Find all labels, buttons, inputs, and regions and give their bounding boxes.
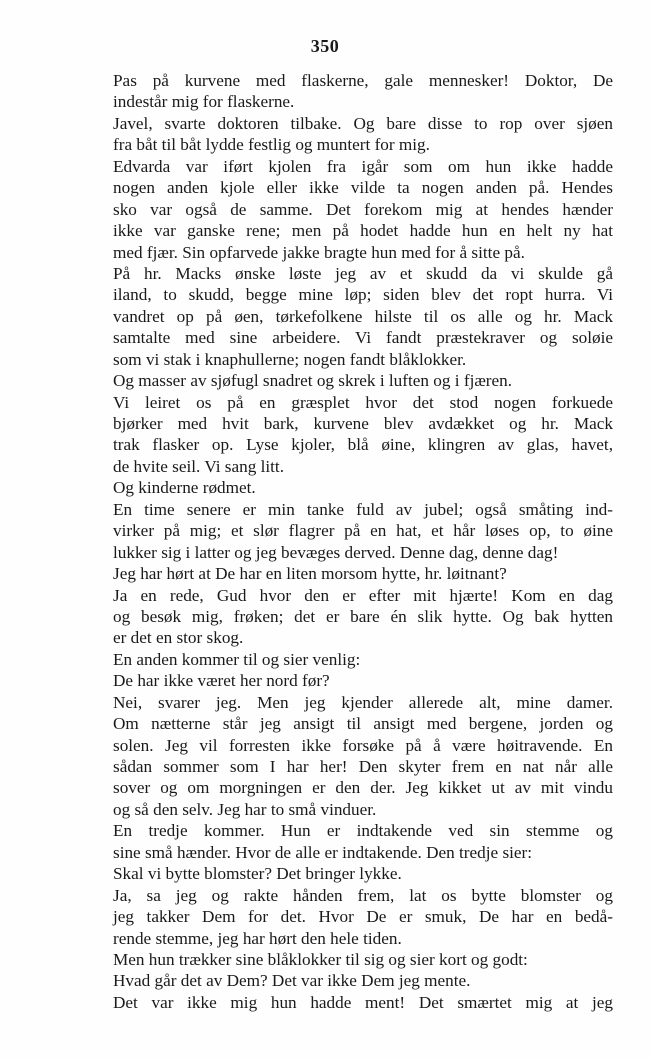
- text-line: Jeg har hørt at De har en liten morsom hytte, hr. løitnant?: [113, 564, 507, 584]
- text-line: indestår mig for flaskerne.: [113, 92, 295, 112]
- text-line: Vi leiret os på en græsplet hvor det stod nogen forkuede: [113, 392, 613, 412]
- text-line: solen. Jeg vil forresten ikke forsøke på å være høitravende. En: [113, 735, 613, 755]
- text-line: de hvite seil. Vi sang litt.: [113, 456, 284, 476]
- text-line: Edvarda var iført kjolen fra igår som om hun ikke hadde: [113, 156, 613, 176]
- text-line: samtalte med sine arbeidere. Vi fandt præstekraver og soløie: [113, 328, 613, 348]
- text-line: som vi stak i knaphullerne; nogen fandt blåklokker.: [113, 349, 467, 369]
- body-text: [113, 70, 613, 1013]
- text-line: Skal vi bytte blomster? Det bringer lykke.: [113, 864, 402, 884]
- text-line: nogen anden kjole eller ikke vilde ta nogen anden på. Hendes: [113, 178, 613, 198]
- text-line: bjørker med hvit bark, kurvene blev avdækket og hr. Mack: [113, 414, 613, 433]
- page-number: 350: [310, 36, 340, 56]
- text-line: Javel, svarte doktoren tilbake. Og bare disse to rop over sjøen: [113, 113, 613, 133]
- text-line: sine små hænder. Hvor de alle er indtakende. Den tredje sier:: [113, 842, 533, 862]
- text-line: Om nætterne står jeg ansigt til ansigt med bergene, jorden og: [113, 714, 613, 734]
- text-line: rende stemme, jeg har hørt den hele tiden.: [113, 928, 402, 948]
- text-line: er det en stor skog.: [113, 628, 244, 648]
- text-line: En tredje kommer. Hun er indtakende ved sin stemme og: [113, 821, 613, 841]
- text-line: Men hun trækker sine blåklokker til sig og sier kort og godt:: [113, 949, 528, 969]
- text-line: Og kinderne rødmet.: [113, 478, 256, 498]
- text-line: sådan sommer som I har her! Den skyter frem en nat når alle: [113, 757, 613, 776]
- text-line: En time senere er min tanke fuld av jubel; også småting ind-: [113, 499, 613, 519]
- text-line: En anden kommer til og sier venlig:: [113, 649, 361, 669]
- text-line: med fjær. Sin opfarvede jakke bragte hun med for å sitte på.: [113, 242, 525, 262]
- text-line: lukker sig i latter og jeg bevæges derved. Denne dag, denne dag!: [113, 542, 559, 562]
- text-line: Det var ikke mig hun hadde ment! Det smærtet mig at jeg: [113, 992, 613, 1012]
- text-line: virker på mig; et slør flagrer på en hat, et hår løses op, to øine: [113, 521, 613, 541]
- text-line: Og masser av sjøfugl snadret og skrek i luften og i fjæren.: [113, 371, 513, 391]
- text-line: iland, to skudd, begge mine løp; siden blev det ropt hurra. Vi: [113, 285, 613, 305]
- text-line: og besøk mig, frøken; det er bare én slik hytte. Og bak hytten: [113, 606, 613, 626]
- text-line: De har ikke været her nord før?: [113, 671, 330, 691]
- text-line: sko var også de samme. Det forekom mig at hendes hænder: [113, 199, 613, 219]
- text-line: sover og om morgningen er den der. Jeg kikket ut av mit vindu: [113, 778, 613, 798]
- text-line: Hvad går det av Dem? Det var ikke Dem jeg mente.: [113, 971, 471, 991]
- text-line: fra båt til båt lydde festlig og muntert for mig.: [113, 135, 430, 155]
- text-line: Pas på kurvene med flaskerne, gale mennesker! Doktor, De: [113, 71, 613, 90]
- text-line: ikke var ganske rene; men på hodet hadde hun en helt ny hat: [113, 221, 613, 241]
- text-line: og så den selv. Jeg har to små vinduer.: [113, 799, 377, 819]
- text-line: Ja en rede, Gud hvor den er efter mit hjærte! Kom en dag: [113, 585, 613, 605]
- text-line: Nei, svarer jeg. Men jeg kjender allerede alt, mine damer.: [113, 692, 613, 712]
- text-line: På hr. Macks ønske løste jeg av et skudd da vi skulde gå: [113, 263, 613, 283]
- text-line: trak flasker op. Lyse kjoler, blå øine, klingren av glas, havet,: [113, 435, 613, 455]
- text-line: Ja, sa jeg og rakte hånden frem, lat os bytte blomster og: [113, 885, 613, 905]
- text-line: jeg takker Dem for det. Hvor De er smuk, De har en bedå-: [113, 907, 613, 927]
- text-line: vandret op på øen, tørkefolkene hilste til os alle og hr. Mack: [113, 306, 613, 326]
